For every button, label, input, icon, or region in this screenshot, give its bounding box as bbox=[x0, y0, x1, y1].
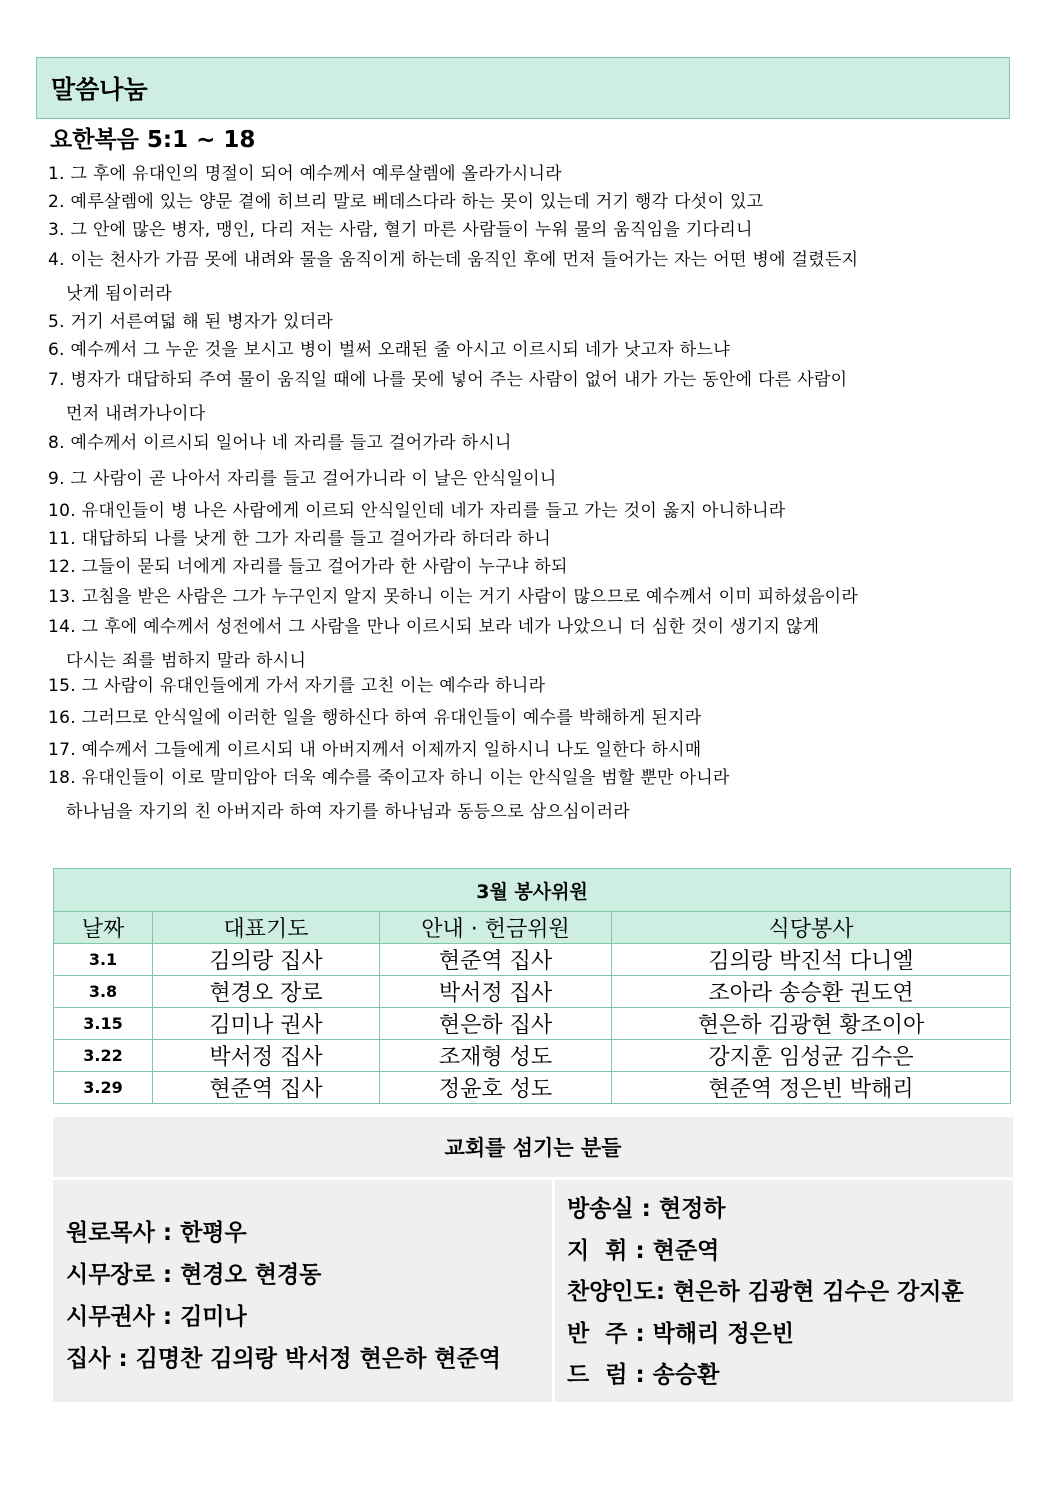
date-cell: 3.22 bbox=[54, 1040, 153, 1072]
verse-14-continuation: 다시는 죄를 범하지 말라 하시니 bbox=[66, 651, 307, 671]
service-schedule-table bbox=[53, 868, 1011, 1104]
prayer-cell: 박서정 집사 bbox=[153, 1040, 380, 1072]
table-row bbox=[54, 1040, 1011, 1072]
usher-cell: 정윤호 성도 bbox=[380, 1072, 612, 1104]
staff-line: 시무장로 : 현경오 현경동 bbox=[66, 1262, 322, 1288]
verse-4-continuation: 낫게 됨이러라 bbox=[66, 284, 173, 304]
usher-cell: 현준역 집사 bbox=[380, 944, 612, 976]
verse-1: 1. 그 후에 유대인의 명절이 되어 예수께서 예루살렘에 올라가시니라 bbox=[48, 164, 562, 184]
kitchen-cell: 현준역 정은빈 박해리 bbox=[612, 1072, 1011, 1104]
schedule-header-row bbox=[54, 912, 1011, 944]
verse-3: 3. 그 안에 많은 병자, 맹인, 다리 저는 사람, 혈기 마른 사람들이 누워 물의 움직임을 기다리니 bbox=[48, 220, 753, 240]
verse-13: 13. 고침을 받은 사람은 그가 누구인지 알지 못하니 이는 거기 사람이 많으므로 예수께서 이미 피하셨음이라 bbox=[48, 587, 859, 607]
prayer-cell: 김미나 권사 bbox=[153, 1008, 380, 1040]
usher-cell: 박서정 집사 bbox=[380, 976, 612, 1008]
verse-7: 7. 병자가 대답하되 주여 물이 움직일 때에 나를 못에 넣어 주는 사람이 없어 내가 가는 동안에 다른 사람이 먼저 내려가나이다 bbox=[48, 370, 848, 424]
staff-line: 시무권사 : 김미나 bbox=[66, 1304, 247, 1330]
schedule-title: 3월 봉사위원 bbox=[54, 869, 1011, 912]
verse-12: 12. 그들이 묻되 너에게 자리를 들고 걸어가라 한 사람이 누구냐 하되 bbox=[48, 557, 568, 577]
column-header: 날짜 bbox=[54, 912, 153, 944]
verse-16: 16. 그러므로 안식일에 이러한 일을 행하신다 하여 유대인들이 예수를 박해하게 된지라 bbox=[48, 708, 702, 728]
staff-left-column bbox=[53, 1180, 555, 1402]
prayer-cell: 현준역 집사 bbox=[153, 1072, 380, 1104]
verse-6: 6. 예수께서 그 누운 것을 보시고 병이 벌써 오래된 줄 아시고 이르시되 네가 낫고자 하느냐 bbox=[48, 340, 730, 360]
column-header: 안내 · 헌금위원 bbox=[380, 912, 612, 944]
column-header: 대표기도 bbox=[153, 912, 380, 944]
verse-18-continuation: 하나님을 자기의 친 아버지라 하여 자기를 하나님과 동등으로 삼으심이러라 bbox=[66, 802, 631, 822]
staff-line: 방송실 : 현정하 bbox=[567, 1196, 726, 1222]
staff-line: 반 주 : 박해리 정은빈 bbox=[567, 1321, 794, 1347]
verse-2: 2. 예루살렘에 있는 양문 곁에 히브리 말로 베데스다라 하는 못이 있는데 거기 행각 다섯이 있고 bbox=[48, 192, 764, 212]
table-row bbox=[54, 944, 1011, 976]
kitchen-cell: 조아라 송승환 권도연 bbox=[612, 976, 1011, 1008]
staff-line: 지 휘 : 현준역 bbox=[567, 1238, 720, 1264]
prayer-cell: 김의랑 집사 bbox=[153, 944, 380, 976]
kitchen-cell: 강지훈 임성균 김수은 bbox=[612, 1040, 1011, 1072]
date-cell: 3.29 bbox=[54, 1072, 153, 1104]
prayer-cell: 현경오 장로 bbox=[153, 976, 380, 1008]
schedule-title-row bbox=[54, 869, 1011, 912]
kitchen-cell: 김의랑 박진석 다니엘 bbox=[612, 944, 1011, 976]
verse-18: 18. 유대인들이 이로 말미암아 더욱 예수를 죽이고자 하니 이는 안식일을 범할 뿐만 아니라 하나님을 자기의 친 아버지라 하여 자기를 하나님과 동등으로 삼으심이러라 bbox=[48, 768, 730, 822]
date-cell: 3.8 bbox=[54, 976, 153, 1008]
section-title: 말씀나눔 bbox=[51, 75, 148, 104]
staff-title: 교회를 섬기는 분들 bbox=[53, 1117, 1013, 1180]
staff-right-column bbox=[555, 1180, 1013, 1402]
staff-line: 찬양인도: 현은하 김광현 김수은 강지훈 bbox=[567, 1279, 964, 1305]
date-cell: 3.1 bbox=[54, 944, 153, 976]
verse-4: 4. 이는 천사가 가끔 못에 내려와 물을 움직이게 하는데 움직인 후에 먼저 들어가는 자는 어떤 병에 걸렸든지 낫게 됨이러라 bbox=[48, 250, 859, 304]
usher-cell: 현은하 집사 bbox=[380, 1008, 612, 1040]
verse-7-continuation: 먼저 내려가나이다 bbox=[66, 404, 206, 424]
verse-17: 17. 예수께서 그들에게 이르시되 내 아버지께서 이제까지 일하시니 나도 일한다 하시매 bbox=[48, 740, 702, 760]
date-cell: 3.15 bbox=[54, 1008, 153, 1040]
verse-15: 15. 그 사람이 유대인들에게 가서 자기를 고친 이는 예수라 하니라 bbox=[48, 676, 546, 696]
table-row bbox=[54, 1008, 1011, 1040]
verse-8: 8. 예수께서 이르시되 일어나 네 자리를 들고 걸어가라 하시니 bbox=[48, 433, 512, 453]
column-header: 식당봉사 bbox=[612, 912, 1011, 944]
verse-5: 5. 거기 서른여덟 해 된 병자가 있더라 bbox=[48, 312, 334, 332]
usher-cell: 조재형 성도 bbox=[380, 1040, 612, 1072]
staff-line: 원로목사 : 한평우 bbox=[66, 1220, 247, 1246]
table-row bbox=[54, 1072, 1011, 1104]
verse-10: 10. 유대인들이 병 나은 사람에게 이르되 안식일인데 네가 자리를 들고 가는 것이 옳지 아니하니라 bbox=[48, 501, 786, 521]
verse-14: 14. 그 후에 예수께서 성전에서 그 사람을 만나 이르시되 보라 네가 나았으니 더 심한 것이 생기지 않게 다시는 죄를 범하지 말라 하시니 bbox=[48, 617, 820, 671]
passage-title: 요한복음 5:1 ~ 18 bbox=[50, 127, 256, 153]
staff-line: 드 럼 : 송승환 bbox=[567, 1362, 720, 1388]
section-header bbox=[36, 57, 1010, 119]
verse-9: 9. 그 사람이 곧 나아서 자리를 들고 걸어가니라 이 날은 안식일이니 bbox=[48, 469, 557, 489]
staff-line: 집사 : 김명찬 김의랑 박서정 현은하 현준역 bbox=[66, 1346, 501, 1372]
verse-11: 11. 대답하되 나를 낫게 한 그가 자리를 들고 걸어가라 하더라 하니 bbox=[48, 529, 552, 549]
church-staff-box bbox=[53, 1117, 1013, 1402]
kitchen-cell: 현은하 김광현 황조이아 bbox=[612, 1008, 1011, 1040]
table-row bbox=[54, 976, 1011, 1008]
